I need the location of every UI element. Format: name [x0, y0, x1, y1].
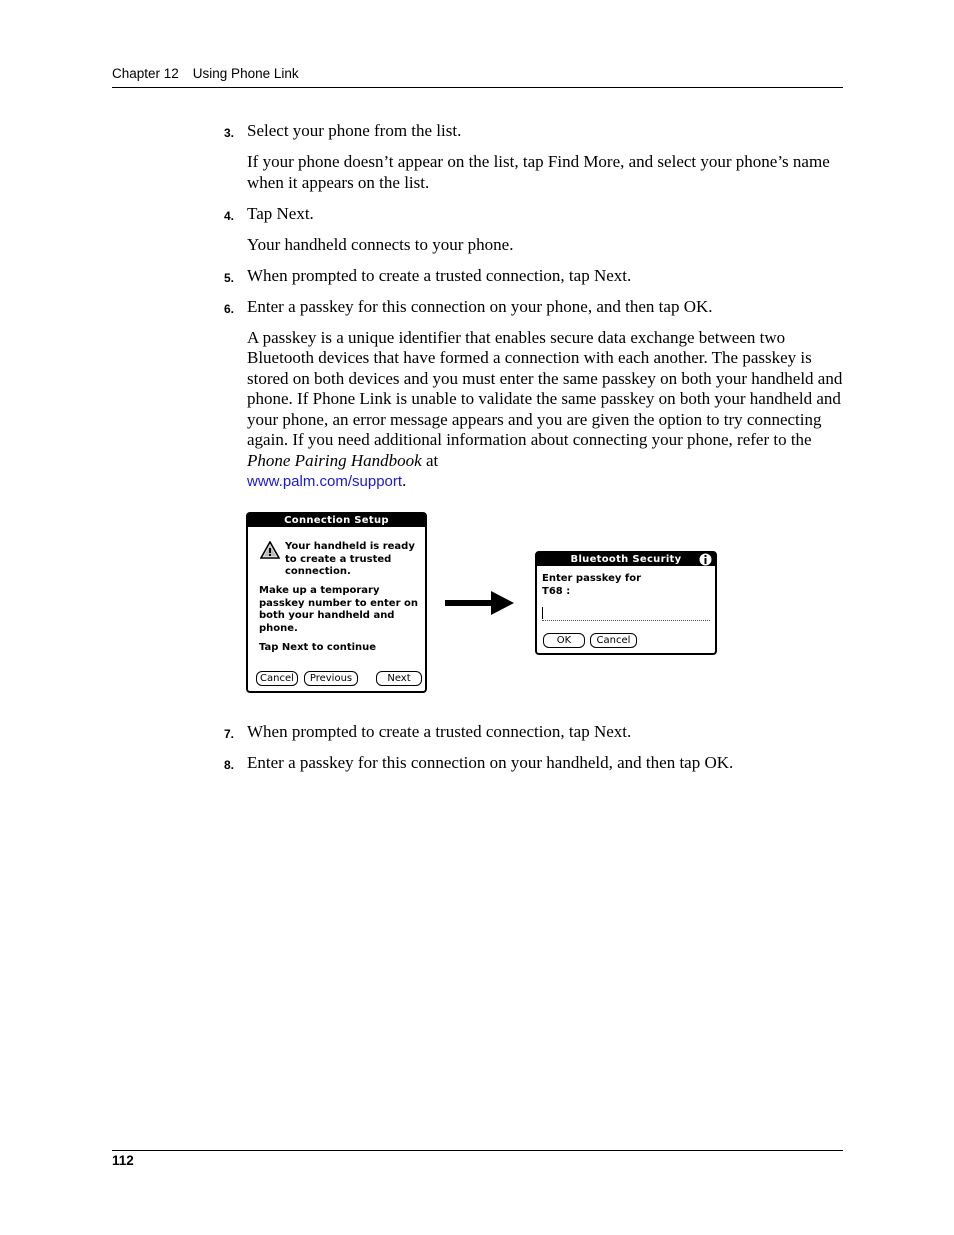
- page-number: 112: [112, 1153, 134, 1168]
- support-link[interactable]: www.palm.com/support: [247, 473, 403, 490]
- passkey-instruction: Make up a temporary passkey number to enter on both your handheld and phone.: [259, 585, 418, 634]
- dialog-title: Connection Setup: [248, 514, 425, 527]
- passkey-text-after: at: [421, 450, 439, 470]
- next-button[interactable]: Next: [376, 671, 422, 686]
- passkey-prompt: [542, 573, 707, 598]
- previous-button[interactable]: Previous: [304, 671, 358, 686]
- cancel-button[interactable]: Cancel: [256, 671, 298, 686]
- step-8: [224, 753, 843, 774]
- step-number: 4.: [224, 208, 235, 223]
- warning-icon: [260, 541, 280, 564]
- device-name: T68 :: [542, 585, 571, 597]
- text-cursor: [542, 606, 544, 620]
- step-text: Enter a passkey for this connection on your handheld, and then tap OK.: [247, 753, 734, 772]
- right-arrow-icon: [445, 589, 515, 622]
- step-text: Enter a passkey for this connection on your phone, and then tap OK.: [247, 296, 713, 316]
- step-3: [224, 121, 843, 142]
- book-title: Phone Pairing Handbook: [247, 450, 422, 470]
- step-text: Tap Next.: [247, 203, 314, 223]
- end-punct: .: [402, 471, 407, 490]
- step-number: 6.: [224, 301, 235, 316]
- continue-instruction: Tap Next to continue: [259, 642, 377, 653]
- step-number: 7.: [224, 727, 235, 741]
- step-6: [224, 297, 843, 318]
- step-7: [224, 722, 843, 743]
- passkey-input[interactable]: [542, 606, 710, 621]
- running-header: [112, 66, 299, 81]
- step-4-detail: Your handheld connects to your phone.: [247, 234, 514, 254]
- main-content: [224, 121, 843, 503]
- footer-divider: [112, 1150, 843, 1151]
- dialog-title: Bluetooth Security: [537, 553, 715, 566]
- step-4: [224, 204, 843, 225]
- step-text: Select your phone from the list.: [247, 121, 462, 140]
- step-5: [224, 266, 843, 287]
- chapter-label: Chapter 12: [112, 66, 179, 81]
- step-3-detail: If your phone doesn’t appear on the list, tap Find More, and select your phone’s name when it appears on the list.: [247, 152, 830, 192]
- passkey-explanation: [224, 328, 843, 493]
- ok-button[interactable]: OK: [543, 633, 585, 648]
- step-number: 8.: [224, 758, 235, 772]
- passkey-text: A passkey is a unique identifier that enables secure data exchange between two Bluetooth devices that have formed a connection with each another. The passkey is stored on both devices and you must enter the same passkey on both your handheld and phone. If Phone Link is unable to validate the same passkey on both your handheld and your phone, an error message appears and you are given the option to try connecting again. If you need additional information about connecting your phone, refer to the: [247, 327, 843, 449]
- chapter-title: Using Phone Link: [192, 66, 299, 81]
- cancel-button[interactable]: Cancel: [590, 633, 637, 648]
- ready-message: Your handheld is ready to create a trusted connection.: [285, 541, 415, 577]
- step-text: When prompted to create a trusted connection, tap Next.: [247, 722, 632, 741]
- connection-setup-dialog: [246, 512, 427, 693]
- step-text: When prompted to create a trusted connection, tap Next.: [247, 265, 632, 285]
- header-divider: [112, 87, 843, 88]
- prompt-line: Enter passkey for: [542, 573, 642, 584]
- step-number: 5.: [224, 270, 235, 285]
- info-icon[interactable]: [699, 553, 712, 571]
- bluetooth-security-dialog: [535, 551, 717, 655]
- step-number: 3.: [224, 126, 235, 140]
- steps-after: [224, 722, 843, 784]
